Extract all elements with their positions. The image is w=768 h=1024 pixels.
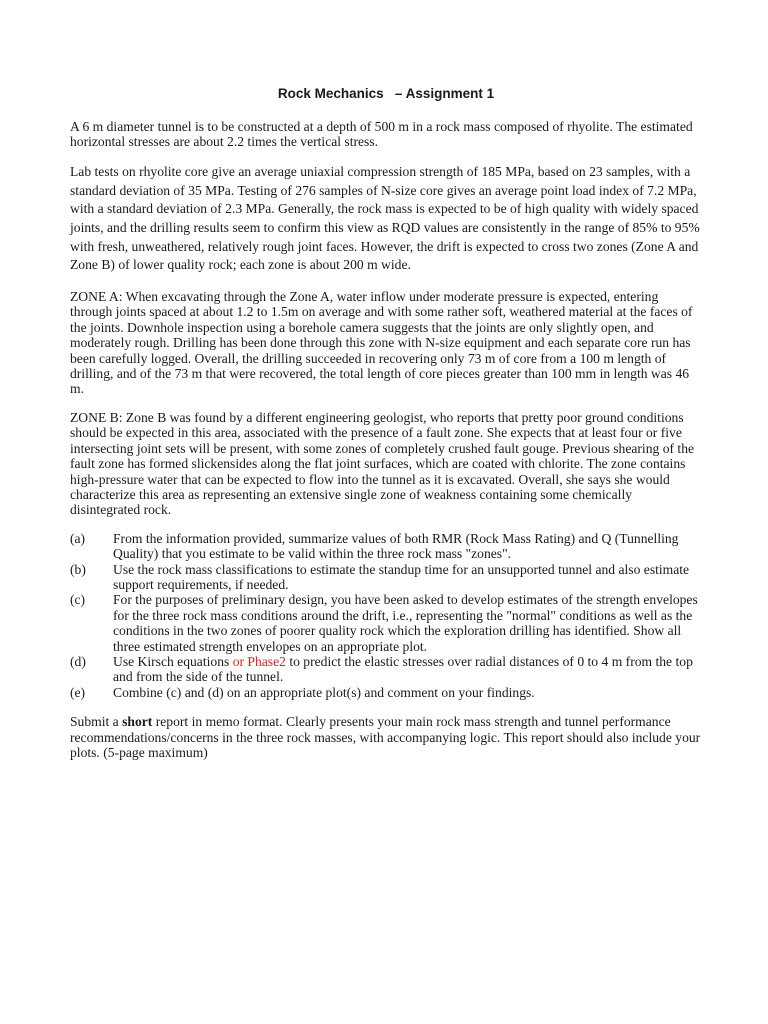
- question-b-letter: (b): [70, 561, 86, 577]
- question-d-text-after: to predict the elastic stresses over radial distances of 0 to 4 m from the top and from the side of the tunnel.: [113, 653, 693, 685]
- zone-b-paragraph: ZONE B: Zone B was found by a different engineering geologist, who reports that pretty poor ground conditions should be expected in this area, associated with the presence of a fault zone. She expects that at least four or five intersecting joint sets will be present, with some zones of completely crushed fault gouge. Previous shearing of the fault zone has formed slickensides along the flat joint surfaces, which are coated with chlorite. The zone contains high-pressure water that can be expected to flow into the tunnel as it is excavated. Overall, she says she would characterize this area as representing an extensive single zone of weakness containing some chemically disintegrated rock.: [70, 409, 695, 518]
- question-c-letter: (c): [70, 592, 86, 608]
- submission-short-emphasis: short: [122, 714, 153, 730]
- question-list: [70, 531, 702, 700]
- question-e-letter: (e): [70, 684, 86, 700]
- question-a-letter: (a): [70, 530, 86, 546]
- question-e-text: Combine (c) and (d) on an appropriate plot(s) and comment on your findings.: [113, 684, 535, 700]
- submission-paragraph: [70, 714, 702, 760]
- question-d-text-before: Use Kirsch equations: [113, 653, 233, 669]
- submission-text-after: report in memo format. Clearly presents your main rock mass strength and tunnel performance recommendations/concerns in the three rock masses, with accompanying logic. This report should also include your plots. (5-page maximum): [70, 714, 701, 760]
- question-e: [70, 685, 702, 700]
- submission-text-before: Submit a: [70, 714, 123, 730]
- question-b-text: Use the rock mass classifications to estimate the standup time for an unsupported tunnel and also estimate support requirements, if needed.: [113, 561, 690, 592]
- lab-tests-paragraph: Lab tests on rhyolite core give an average uniaxial compression strength of 185 MPa, based on 23 samples, with a standard deviation of 35 MPa. Testing of 276 samples of N-size core gives an average point load index of 7.2 MPa, with a standard deviation of 2.3 MPa. Generally, the rock mass is expected to be of high quality with widely spaced joints, and the drilling results seem to confirm this view as RQD values are consistently in the range of 85% to 95% with fresh, unweathered, relatively rough joint faces. However, the drift is expected to cross two zones (Zone A and Zone B) of lower quality rock; each zone is about 200 m wide.: [70, 163, 700, 273]
- question-b: [70, 562, 702, 593]
- intro-paragraph: A 6 m diameter tunnel is to be constructed at a depth of 500 m in a rock mass composed of rhyolite. The estimated horizontal stresses are about 2.2 times the vertical stress.: [70, 119, 693, 150]
- zone-a-paragraph: ZONE A: When excavating through the Zone A, water inflow under moderate pressure is expected, entering through joints spaced at about 1.2 to 1.5m on average and with some rather soft, weathered material at the faces of the joints. Downhole inspection using a borehole camera suggests that the joints are only slightly open, and moderately rough. Drilling has been done through this zone with N-size equipment and each separate core run has been carefully logged. Overall, the drilling succeeded in recovering only 73 m of core from a 100 m length of drilling, and of the 73 m that were recovered, the total length of core pieces greater than 100 mm in length was 46 m.: [70, 289, 693, 397]
- phase2-highlight: or Phase2: [232, 653, 286, 669]
- question-c: [70, 592, 702, 654]
- question-a-text: From the information provided, summarize values of both RMR (Rock Mass Rating) and Q (Tunnelling Quality) that you estimate to be valid within the three rock mass "zones".: [113, 530, 679, 562]
- question-d-letter: (d): [70, 653, 86, 669]
- document-page: [70, 86, 702, 773]
- question-a: [70, 531, 702, 562]
- document-title: Rock Mechanics – Assignment 1: [277, 86, 495, 101]
- question-d: [70, 654, 702, 685]
- question-d-text: [113, 654, 702, 685]
- question-c-text: For the purposes of preliminary design, you have been asked to develop estimates of the strength envelopes for the three rock mass conditions around the drift, i.e., representing the "normal" conditions as well as the conditions in the two zones of poorer quality rock which the exploration drilling has identified. Show all three estimated strength envelopes on an appropriate plot.: [113, 592, 698, 654]
